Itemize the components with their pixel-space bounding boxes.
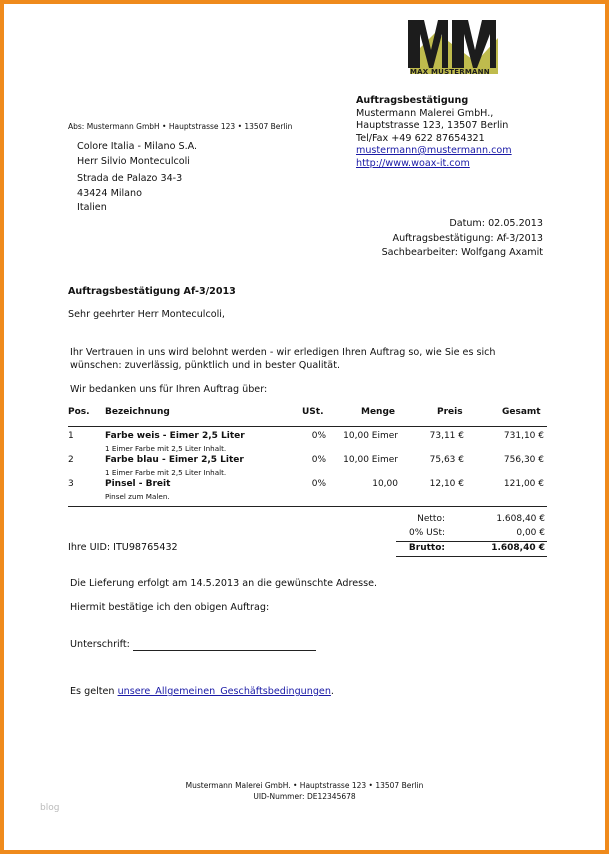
sender-title: Auftragsbestätigung [356,95,469,106]
terms-link[interactable]: unsere Allgemeinen Geschäftsbedingungen [117,686,331,697]
row-price: 75,63 € [429,455,464,465]
recipient-address [77,140,197,216]
row-qty: 10,00 [372,479,398,489]
signature-label: Unterschrift: [70,639,130,650]
footer-line-2: UID-Nummer: DE12345678 [253,791,356,801]
intro-line-2: wünschen: zuverlässig, pünktlich und in bester Qualität. [70,359,341,371]
meta-order: Auftragsbestätigung: Af-3/2013 [392,232,543,244]
meta-date: Datum: 02.05.2013 [449,218,543,229]
intro-line-1: Ihr Vertrauen in uns wird belohnt werden - wir erledigen Ihren Auftrag so, wie Sie es sich [70,347,496,358]
logo-name: MAX MUSTERMANN [410,68,490,76]
subject: Auftragsbestätigung Af-3/2013 [68,286,236,297]
intro-text [70,347,496,372]
sender-phone: Tel/Fax +49 622 87654321 [356,132,485,144]
header-pos: Pos. [68,407,90,417]
sender-street: Hauptstrasse 123, 13507 Berlin [356,120,509,131]
row-detail: 1 Eimer Farbe mit 2,5 Liter Inhalt. [105,468,227,477]
terms-text [70,686,334,697]
header-desc: Bezeichnung [105,407,170,417]
net-value: 1.608,40 € [496,514,545,524]
salutation: Sehr geehrter Herr Monteculcoli, [68,309,225,320]
row-price: 73,11 € [429,431,464,441]
document-meta [382,217,543,261]
sender-web-link[interactable]: http://www.woax-it.com [356,157,470,169]
sender-line: Abs: Mustermann GmbH • Hauptstrasse 123 • 13507 Berlin [68,122,293,131]
company-logo [406,18,502,80]
row-tax: 0% [311,479,326,489]
row-qty: 10,00 Eimer [343,455,398,465]
row-total: 756,30 € [503,455,544,465]
totals-rule [396,541,547,542]
row-pos: 2 [68,455,74,465]
row-detail: 1 Eimer Farbe mit 2,5 Liter Inhalt. [105,444,227,453]
table-bottom-rule [68,506,547,507]
sender-block [356,95,512,170]
customer-uid: Ihre UID: ITU98765432 [68,542,178,553]
row-total: 731,10 € [503,431,544,441]
footer-line-1: Mustermann Malerei GmbH. • Hauptstrasse 123 • 13507 Berlin [185,781,424,790]
header-tax: USt. [302,407,324,417]
delivery-text: Die Lieferung erfolgt am 14.5.2013 an die gewünschte Adresse. [70,578,378,589]
row-tax: 0% [311,431,326,441]
footer [0,781,609,802]
row-tax: 0% [311,455,326,465]
recipient-company: Colore Italia - Milano S.A. [77,141,198,152]
thanks-text: Wir bedanken uns für Ihren Auftrag über: [70,384,268,395]
recipient-person: Herr Silvio Monteculcoli [77,155,190,167]
net-label: Netto: [417,514,445,524]
header-qty: Menge [361,407,396,417]
header-price: Preis [437,407,463,417]
sender-company: Mustermann Malerei GmbH., [356,107,494,119]
table-header-rule [68,426,547,427]
sender-email-link[interactable]: mustermann@mustermann.com [356,145,512,156]
row-detail: Pinsel zum Malen. [105,492,170,501]
gross-value: 1.608,40 € [491,543,545,553]
row-pos: 3 [68,479,74,489]
row-price: 12,10 € [429,479,464,489]
gross-label: Brutto: [408,543,445,553]
signature-line[interactable] [133,650,316,651]
row-name: Farbe blau - Eimer 2,5 Liter [105,455,244,465]
terms-suffix: . [330,686,334,697]
row-name: Farbe weis - Eimer 2,5 Liter [105,431,245,441]
row-qty: 10,00 Eimer [343,431,398,441]
header-total: Gesamt [502,407,541,417]
watermark: blog [40,803,60,813]
terms-prefix: Es gelten [70,686,118,697]
meta-clerk: Sachbearbeiter: Wolfgang Axamit [381,247,543,258]
tax-label: 0% USt: [409,528,445,538]
tax-value: 0,00 € [516,528,545,538]
recipient-city: 43424 Milano [77,187,143,199]
row-pos: 1 [68,431,74,441]
totals-bottom-rule [396,556,547,557]
row-total: 121,00 € [503,479,544,489]
recipient-street: Strada de Palazo 34-3 [77,173,183,184]
row-name: Pinsel - Breit [105,479,171,489]
recipient-country: Italien [77,202,107,213]
confirm-text: Hiermit bestätige ich den obigen Auftrag: [70,602,270,613]
